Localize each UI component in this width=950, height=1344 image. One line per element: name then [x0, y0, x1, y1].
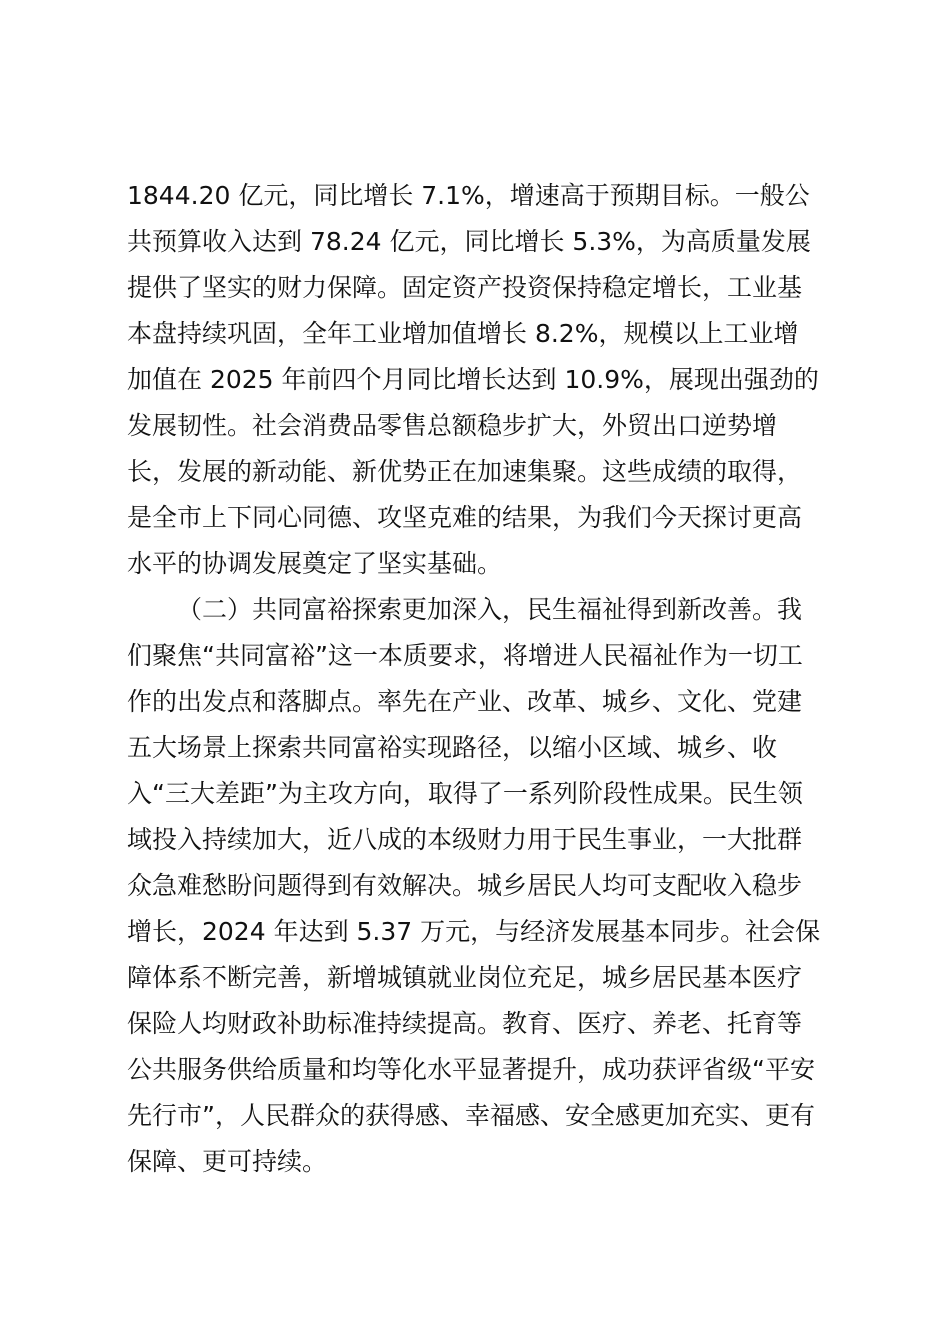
text-line: 保险人均财政补助标准持续提高。教育、医疗、养老、托育等 — [127, 1009, 803, 1038]
text-line: 是全市上下同心同德、攻坚克难的结果，为我们今天探讨更高 — [127, 503, 803, 532]
text-line: 障体系不断完善，新增城镇就业岗位充足，城乡居民基本医疗 — [127, 963, 803, 992]
text-line: 水平的协调发展奠定了坚实基础。 — [127, 549, 503, 578]
text-line: 1844.20 亿元，同比增长 7.1%，增速高于预期目标。一般公 — [127, 181, 810, 210]
text-line: 域投入持续加大，近八成的本级财力用于民生事业，一大批群 — [127, 825, 803, 854]
section-heading-line: （二）共同富裕探索更加深入，民生福祉得到新改善。我 — [177, 595, 803, 624]
text-line: 增长，2024 年达到 5.37 万元，与经济发展基本同步。社会保 — [127, 917, 821, 946]
text-line: 公共服务供给质量和均等化水平显著提升，成功获评省级“平安 — [127, 1055, 815, 1084]
text-line: 作的出发点和落脚点。率先在产业、改革、城乡、文化、党建 — [127, 687, 803, 716]
paragraph-common-prosperity — [127, 587, 827, 1185]
text-line: 共预算收入达到 78.24 亿元，同比增长 5.3%，为高质量发展 — [127, 227, 811, 256]
text-line: 保障、更可持续。 — [127, 1147, 328, 1176]
text-line: 提供了坚实的财力保障。固定资产投资保持稳定增长，工业基 — [127, 273, 803, 302]
text-line: 入“三大差距”为主攻方向，取得了一系列阶段性成果。民生领 — [127, 779, 803, 808]
text-line: 众急难愁盼问题得到有效解决。城乡居民人均可支配收入稳步 — [127, 871, 803, 900]
text-line: 先行市”，人民群众的获得感、幸福感、安全感更加充实、更有 — [127, 1101, 815, 1130]
text-line: 加值在 2025 年前四个月同比增长达到 10.9%，展现出强劲的 — [127, 365, 819, 394]
text-line: 们聚焦“共同富裕”这一本质要求，将增进人民福祉作为一切工 — [127, 641, 803, 670]
text-line: 五大场景上探索共同富裕实现路径，以缩小区域、城乡、收 — [127, 733, 778, 762]
paragraph-economic-results — [127, 173, 827, 587]
text-line: 长，发展的新动能、新优势正在加速集聚。这些成绩的取得， — [127, 457, 803, 486]
text-line: 本盘持续巩固，全年工业增加值增长 8.2%，规模以上工业增 — [127, 319, 799, 348]
text-line: 发展韧性。社会消费品零售总额稳步扩大，外贸出口逆势增 — [127, 411, 778, 440]
